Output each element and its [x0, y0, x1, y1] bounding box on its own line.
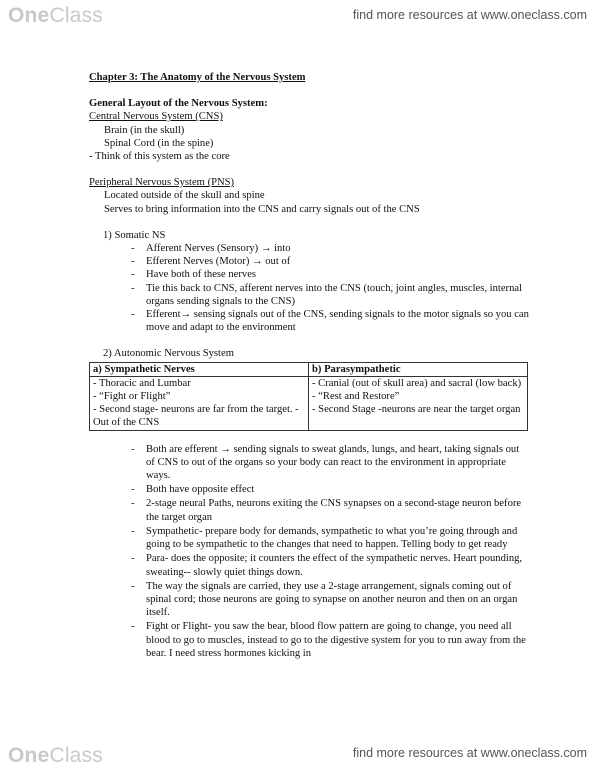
page-header [0, 0, 595, 36]
chapter-title: Chapter 3: The Anatomy of the Nervous System [89, 72, 306, 83]
list-item: - The way the signals are carried, they use a 2-stage arrangement, signals coming out of spinal cord; those neurons are going to synapse on another neuron and then on an organ itself. [131, 580, 529, 620]
list-item: - Have both of these nerves [131, 268, 529, 281]
autonomic-table [89, 362, 528, 431]
list-item: - Fight or Flight- you saw the bear, blood flow pattern are going to change, you need all blood to go to muscles, instead to go to the digestive system for you to run away from the bear. I need stress hormones kicking in [131, 620, 529, 660]
logo-suffix: Class [49, 744, 103, 767]
logo-suffix: Class [49, 4, 103, 27]
table-cell-parasympathetic [309, 376, 528, 430]
cns-heading: Central Nervous System (CNS) [89, 111, 223, 123]
cns-item: Brain (in the skull) [104, 124, 185, 136]
autonomic-heading: 2) Autonomic Nervous System [103, 348, 234, 360]
cns-note: - Think of this system as the core [89, 151, 230, 163]
table-header-sympathetic: a) Sympathetic Nerves [90, 362, 309, 376]
list-item: - Afferent Nerves (Sensory) → into [131, 242, 529, 255]
layout-heading: General Layout of the Nervous System: [89, 98, 268, 110]
oneclass-logo[interactable] [8, 744, 103, 768]
cell-line: - Cranial (out of skull area) and sacral (low back) [312, 377, 522, 389]
resources-link[interactable]: find more resources at www.oneclass.com [352, 746, 587, 760]
logo-prefix: One [8, 4, 50, 27]
list-item: - 2-stage neural Paths, neurons exiting the CNS synapses on a second-stage neuron before the target organ [131, 497, 529, 523]
somatic-heading: 1) Somatic NS [103, 229, 166, 241]
cell-line: - “Rest and Restore” [312, 391, 400, 403]
list-item: - Tie this back to CNS, afferent nerves into the CNS (touch, joint angles, muscles, internal organs sending signals to the CNS) [131, 282, 529, 308]
summary-list [89, 443, 529, 660]
list-item: - Both are efferent → sending signals to sweat glands, lungs, and heart, taking signals out of CNS to out of the organs so your body can react to the environment in appropriate ways. [131, 443, 529, 483]
cell-line: - Thoracic and Lumbar [93, 377, 191, 389]
list-item: - Sympathetic- prepare body for demands, sympathetic to what you’re going through and going to be sympathetic to the changes that need to happen. Telling body to get ready [131, 525, 529, 551]
list-item: - Both have opposite effect [131, 483, 529, 496]
page-footer [0, 740, 595, 770]
document-body [89, 71, 529, 661]
list-item: - Efferent→ sensing signals out of the CNS, sending signals to the motor signals so you can move and adapt to the environment [131, 308, 529, 334]
pns-item: Located outside of the skull and spine [104, 190, 265, 202]
cell-line: - “Fight or Flight” [93, 391, 171, 403]
oneclass-logo[interactable] [8, 4, 103, 28]
pns-item: Serves to bring information into the CNS and carry signals out of the CNS [104, 203, 420, 215]
table-cell-sympathetic [90, 376, 309, 430]
cns-item: Spinal Cord (in the spine) [104, 137, 214, 149]
resources-link[interactable]: find more resources at www.oneclass.com [352, 8, 587, 22]
list-item: - Efferent Nerves (Motor) → out of [131, 255, 529, 268]
pns-heading: Peripheral Nervous System (PNS) [89, 177, 235, 189]
somatic-list [89, 242, 529, 334]
logo-prefix: One [8, 744, 50, 767]
cell-line: - Second Stage -neurons are near the target organ [312, 404, 521, 416]
table-header-parasympathetic: b) Parasympathetic [309, 362, 528, 376]
list-item: - Para- does the opposite; it counters the effect of the sympathetic nerves. Heart pounding, sweating-- slowly quiet things down. [131, 552, 529, 578]
cell-line: - Second stage- neurons are far from the target. - Out of the CNS [93, 404, 299, 429]
